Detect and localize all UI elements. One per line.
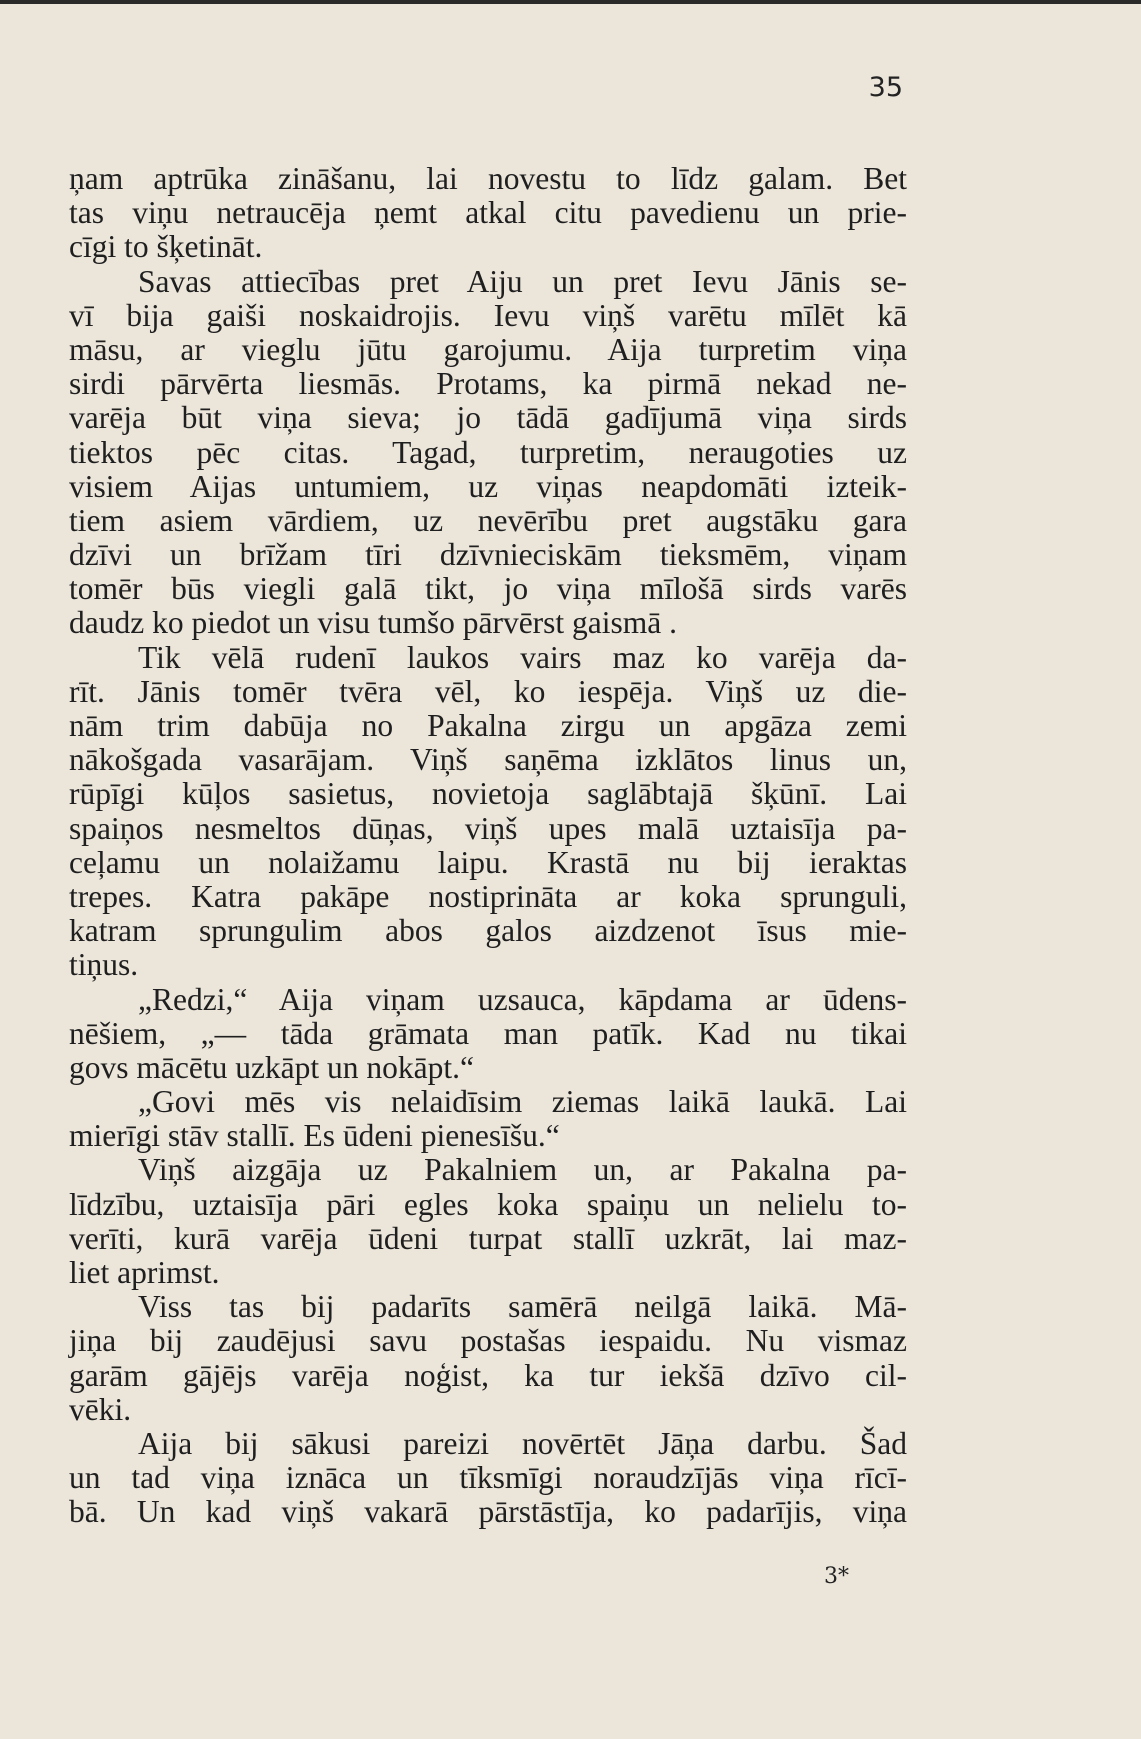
text-line: māsu, ar vieglu jūtu garojumu. Aija turpretim viņa <box>69 331 907 367</box>
text-line: govs mācētu uzkāpt un nokāpt.“ <box>69 1049 475 1085</box>
signature-mark: 3* <box>824 1564 849 1589</box>
text-line: tomēr būs viegli galā tikt, jo viņa mīlošā sirds varēs <box>69 571 907 607</box>
text-line: liet aprimst. <box>69 1255 220 1290</box>
text-line: nām trim dabūja no Pakalna zirgu un apgāza zemi <box>69 708 907 743</box>
text-line: tas viņu netraucēja ņemt atkal citu pavedienu un prie- <box>69 195 907 231</box>
text-line: Viss tas bij padarīts samērā neilgā laikā. Mā- <box>138 1289 907 1325</box>
text-line: dzīvi un brīžam tīri dzīvnieciskām tieksmēm, viņam <box>69 537 907 573</box>
text-line: ceļamu un nolaižamu laipu. Krastā nu bij ieraktas <box>69 844 907 880</box>
text-line: trepes. Katra pakāpe nostiprināta ar koka sprunguli, <box>69 878 907 914</box>
text-line: cīgi to šķetināt. <box>69 229 263 265</box>
text-line: ņam aptrūka zināšanu, lai novestu to līdz galam. Bet <box>69 161 907 196</box>
text-line: rūpīgi kūļos sasietus, novietoja saglābtajā šķūnī. Lai <box>69 776 907 812</box>
text-line: līdzību, uztaisīja pāri egles koka spaiņu un nelielu to- <box>69 1186 907 1222</box>
text-line: Aija bij sākusi pareizi novērtēt Jāņa darbu. Šad <box>138 1425 907 1461</box>
text-line: „Redzi,“ Aija viņam uzsauca, kāpdama ar ūdens- <box>138 981 907 1017</box>
text-line: mierīgi stāv stallī. Es ūdeni pienesīšu.“ <box>69 1118 560 1154</box>
text-line: garām gājējs varēja noģist, ka tur iekšā dzīvo cil- <box>69 1357 907 1393</box>
text-line: vī bija gaiši noskaidrojis. Ievu viņš varētu mīlēt kā <box>69 297 907 333</box>
text-line: „Govi mēs vis nelaidīsim ziemas laikā laukā. Lai <box>138 1084 907 1120</box>
text-line: jiņa bij zaudējusi savu postašas iespaidu. Nu vismaz <box>69 1323 907 1359</box>
text-line: varēja būt viņa sieva; jo tādā gadījumā viņa sirds <box>69 400 907 436</box>
text-line: katram sprungulim abos galos aizdzenot īsus mie- <box>69 913 907 949</box>
text-line: tiņus. <box>69 947 139 983</box>
body-text <box>69 162 907 1530</box>
text-line: nākošgada vasarājam. Viņš saņēma izklātos linus un, <box>69 742 907 778</box>
text-line: Viņš aizgāja uz Pakalniem un, ar Pakalna pa- <box>138 1152 907 1188</box>
text-line: visiem Aijas untumiem, uz viņas neapdomāti izteik- <box>69 468 907 504</box>
text-line: verīti, kurā varēja ūdeni turpat stallī uzkrāt, lai maz- <box>69 1220 907 1256</box>
text-line: Tik vēlā rudenī laukos vairs maz ko varēja da- <box>138 639 907 675</box>
text-line: daudz ko piedot un visu tumšo pārvērst gaismā . <box>69 605 678 641</box>
text-line: vēki. <box>69 1391 132 1427</box>
text-line: Savas attiecības pret Aiju un pret Ievu Jānis se- <box>138 263 907 299</box>
text-line: tiektos pēc citas. Tagad, turpretim, neraugoties uz <box>69 434 907 470</box>
text-line: nēšiem, „— tāda grāmata man patīk. Kad nu tikai <box>69 1015 907 1051</box>
text-line: bā. Un kad viņš vakarā pārstāstīja, ko padarījis, viņa <box>69 1494 907 1530</box>
text-line: rīt. Jānis tomēr tvēra vēl, ko iespēja. Viņš uz die- <box>69 673 907 709</box>
page-number: 35 <box>868 72 903 103</box>
text-line: spaiņos nesmeltos dūņas, viņš upes malā uztaisīja pa- <box>69 810 907 846</box>
text-line: sirdi pārvērta liesmās. Protams, ka pirmā nekad ne- <box>69 366 907 402</box>
text-line: tiem asiem vārdiem, uz nevērību pret augstāku gara <box>69 502 907 538</box>
text-line: un tad viņa iznāca un tīksmīgi noraudzījās viņa rīcī- <box>69 1460 907 1496</box>
